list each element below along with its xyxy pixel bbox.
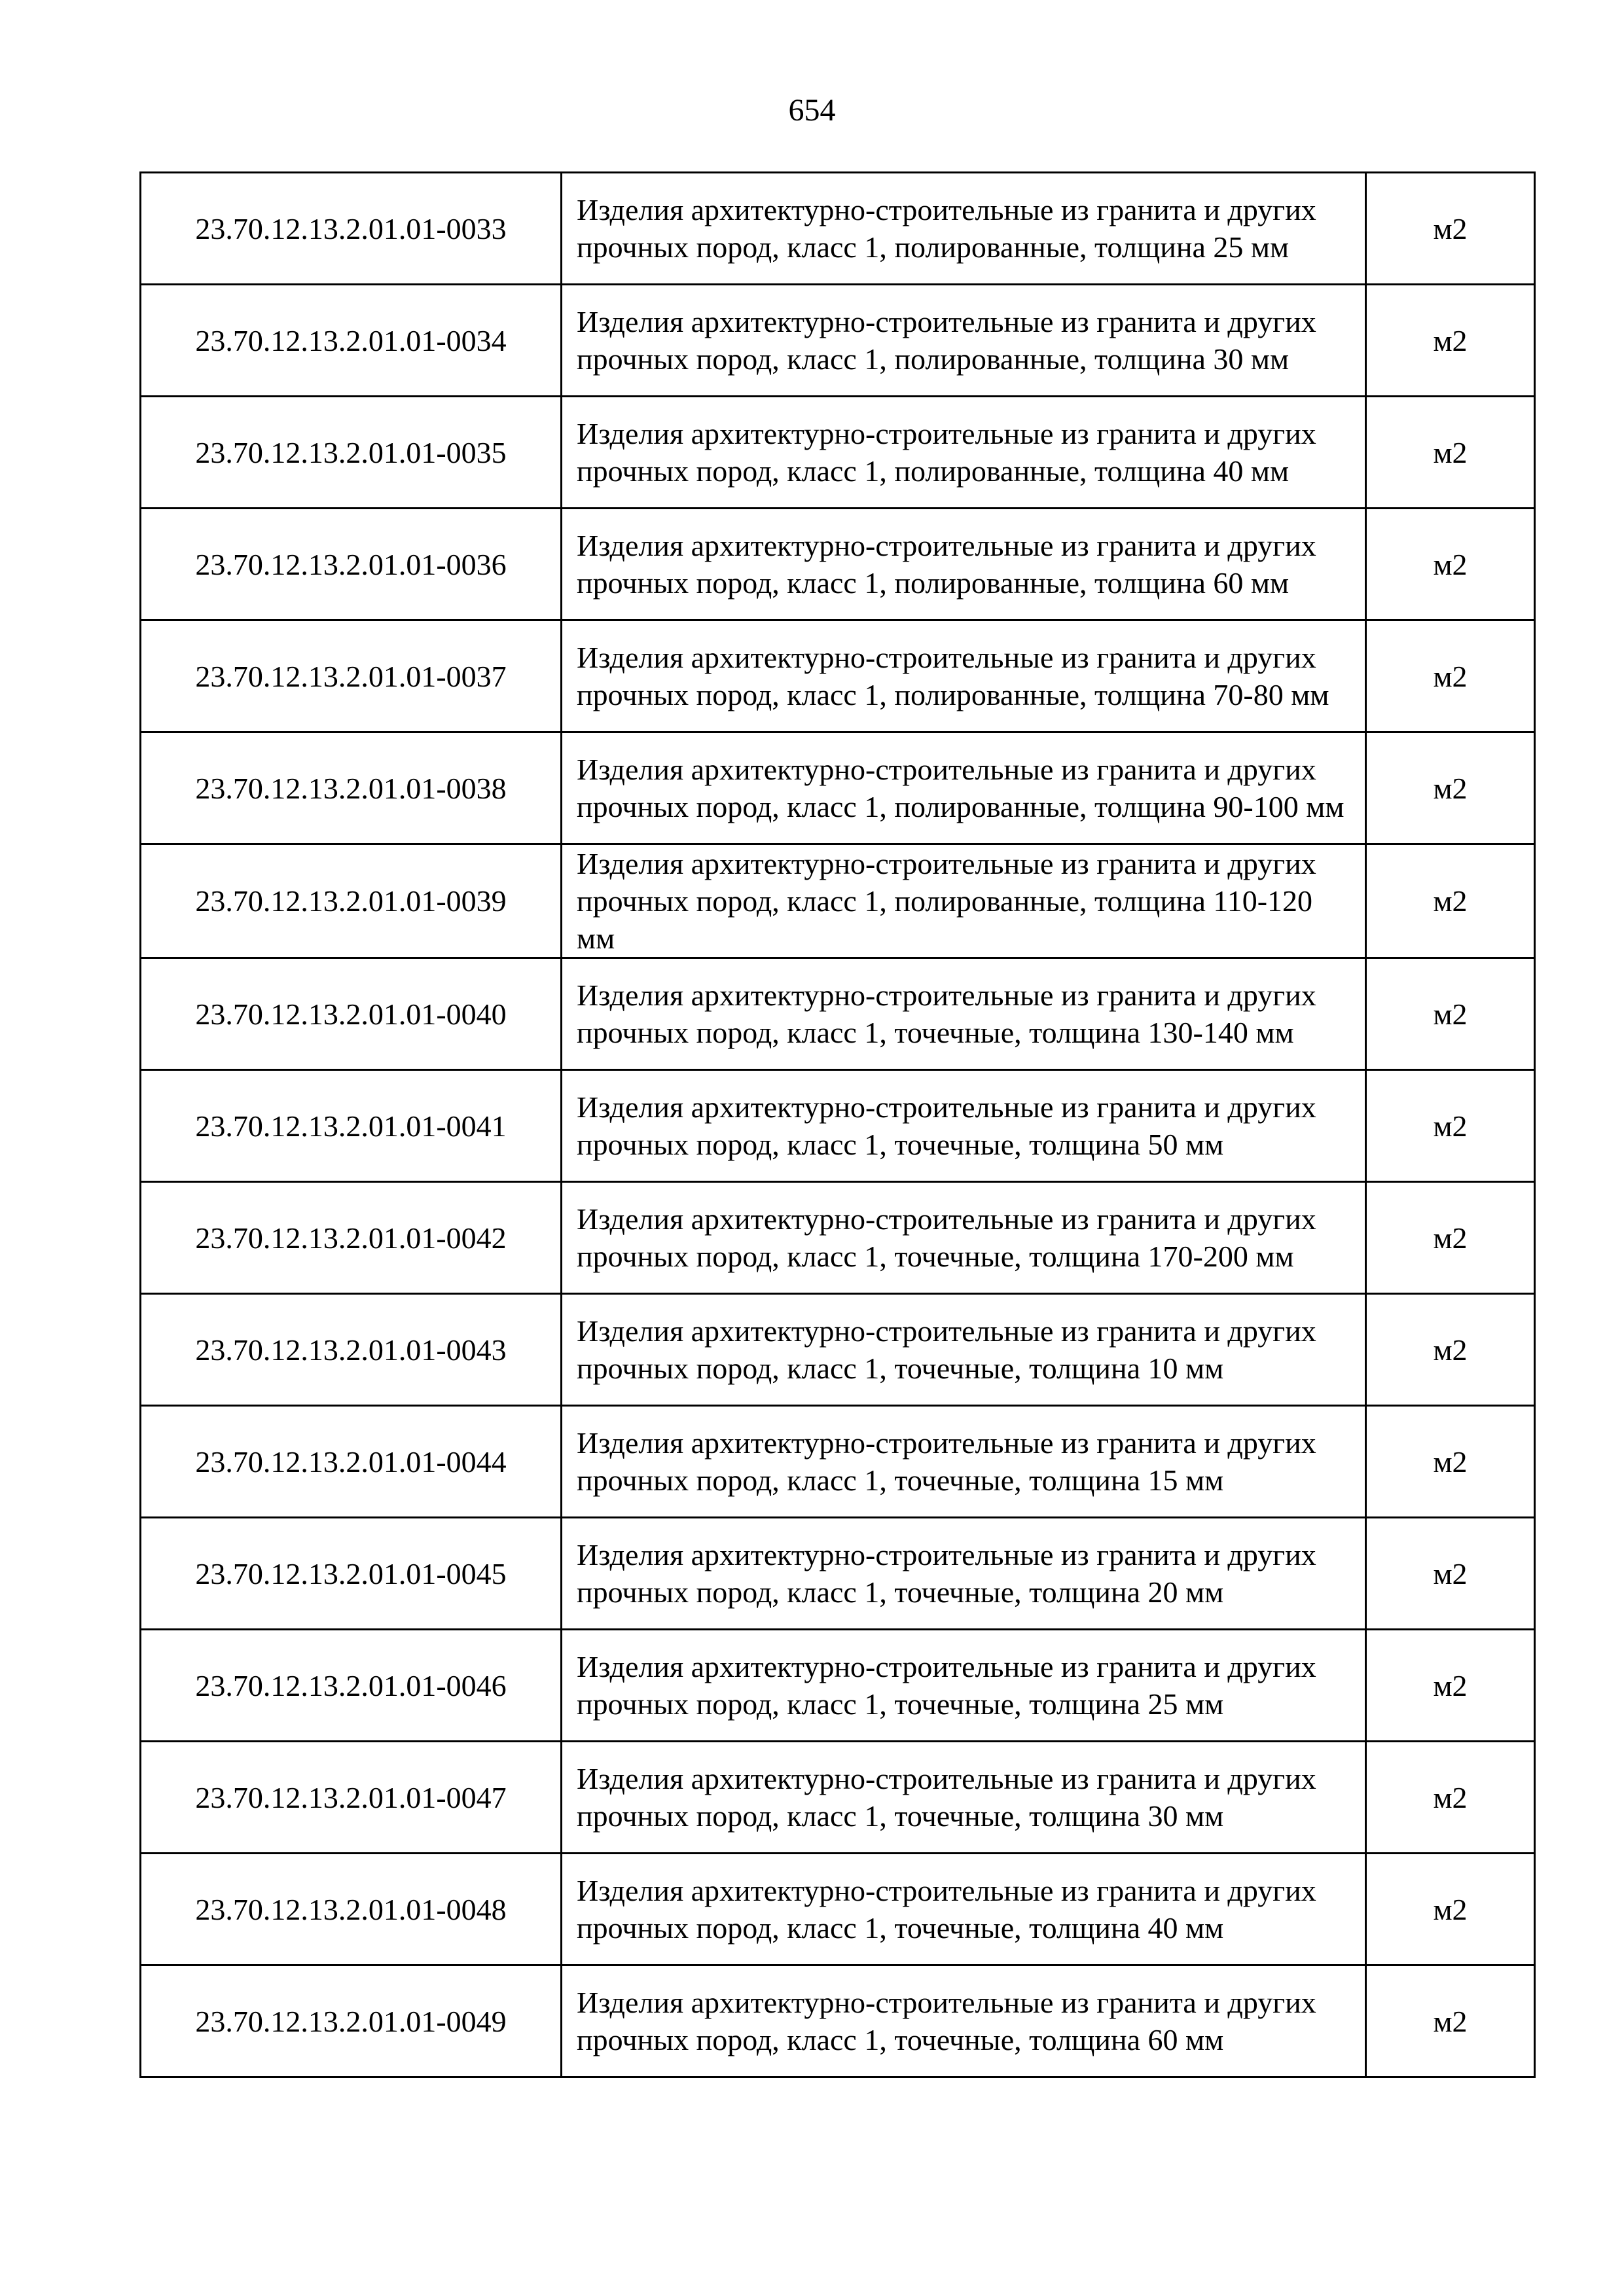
item-description: Изделия архитектурно-строительные из гранита и других прочных пород, класс 1, точечные, толщина 20 мм [562, 1518, 1366, 1630]
item-unit: м2 [1366, 1630, 1535, 1742]
table-row [141, 1294, 1535, 1406]
item-description: Изделия архитектурно-строительные из гранита и других прочных пород, класс 1, полированные, толщина 90-100 мм [562, 732, 1366, 844]
item-code: 23.70.12.13.2.01.01-0047 [141, 1742, 562, 1854]
item-description: Изделия архитектурно-строительные из гранита и других прочных пород, класс 1, точечные, толщина 130-140 мм [562, 958, 1366, 1070]
table-row [141, 844, 1535, 958]
table-row [141, 1182, 1535, 1294]
item-unit: м2 [1366, 1182, 1535, 1294]
table-row [141, 397, 1535, 509]
table-row [141, 285, 1535, 397]
item-unit: м2 [1366, 732, 1535, 844]
item-code: 23.70.12.13.2.01.01-0038 [141, 732, 562, 844]
item-code: 23.70.12.13.2.01.01-0039 [141, 844, 562, 958]
page-number: 654 [788, 93, 836, 128]
item-description: Изделия архитектурно-строительные из гранита и других прочных пород, класс 1, полированные, толщина 70-80 мм [562, 620, 1366, 732]
item-description: Изделия архитектурно-строительные из гранита и других прочных пород, класс 1, полированные, толщина 25 мм [562, 173, 1366, 285]
table-row [141, 509, 1535, 620]
item-description: Изделия архитектурно-строительные из гранита и других прочных пород, класс 1, точечные, толщина 10 мм [562, 1294, 1366, 1406]
item-unit: м2 [1366, 285, 1535, 397]
item-code: 23.70.12.13.2.01.01-0044 [141, 1406, 562, 1518]
item-unit: м2 [1366, 1406, 1535, 1518]
item-unit: м2 [1366, 844, 1535, 958]
item-code: 23.70.12.13.2.01.01-0048 [141, 1854, 562, 1965]
item-unit: м2 [1366, 1518, 1535, 1630]
table-row [141, 1070, 1535, 1182]
catalog-table [139, 171, 1536, 2078]
table-row [141, 173, 1535, 285]
item-unit: м2 [1366, 1965, 1535, 2077]
item-code: 23.70.12.13.2.01.01-0034 [141, 285, 562, 397]
item-description: Изделия архитектурно-строительные из гранита и других прочных пород, класс 1, точечные, толщина 60 мм [562, 1965, 1366, 2077]
item-description: Изделия архитектурно-строительные из гранита и других прочных пород, класс 1, точечные, толщина 50 мм [562, 1070, 1366, 1182]
table-row [141, 1965, 1535, 2077]
item-description: Изделия архитектурно-строительные из гранита и других прочных пород, класс 1, точечные, толщина 25 мм [562, 1630, 1366, 1742]
table-row [141, 732, 1535, 844]
item-description: Изделия архитектурно-строительные из гранита и других прочных пород, класс 1, полированные, толщина 110-120 мм [562, 844, 1366, 958]
table-row [141, 620, 1535, 732]
table-row [141, 1630, 1535, 1742]
table-row [141, 958, 1535, 1070]
item-unit: м2 [1366, 509, 1535, 620]
item-code: 23.70.12.13.2.01.01-0043 [141, 1294, 562, 1406]
item-unit: м2 [1366, 173, 1535, 285]
item-code: 23.70.12.13.2.01.01-0041 [141, 1070, 562, 1182]
item-unit: м2 [1366, 397, 1535, 509]
item-unit: м2 [1366, 1070, 1535, 1182]
item-code: 23.70.12.13.2.01.01-0042 [141, 1182, 562, 1294]
table-row [141, 1518, 1535, 1630]
item-code: 23.70.12.13.2.01.01-0040 [141, 958, 562, 1070]
item-description: Изделия архитектурно-строительные из гранита и других прочных пород, класс 1, точечные, толщина 15 мм [562, 1406, 1366, 1518]
item-description: Изделия архитектурно-строительные из гранита и других прочных пород, класс 1, точечные, толщина 170-200 мм [562, 1182, 1366, 1294]
item-description: Изделия архитектурно-строительные из гранита и других прочных пород, класс 1, полированные, толщина 40 мм [562, 397, 1366, 509]
item-unit: м2 [1366, 1742, 1535, 1854]
item-description: Изделия архитектурно-строительные из гранита и других прочных пород, класс 1, точечные, толщина 40 мм [562, 1854, 1366, 1965]
item-unit: м2 [1366, 1854, 1535, 1965]
item-description: Изделия архитектурно-строительные из гранита и других прочных пород, класс 1, точечные, толщина 30 мм [562, 1742, 1366, 1854]
item-code: 23.70.12.13.2.01.01-0036 [141, 509, 562, 620]
table-row [141, 1854, 1535, 1965]
table-row [141, 1742, 1535, 1854]
item-code: 23.70.12.13.2.01.01-0033 [141, 173, 562, 285]
item-description: Изделия архитектурно-строительные из гранита и других прочных пород, класс 1, полированные, толщина 30 мм [562, 285, 1366, 397]
table-row [141, 1406, 1535, 1518]
item-code: 23.70.12.13.2.01.01-0045 [141, 1518, 562, 1630]
item-unit: м2 [1366, 958, 1535, 1070]
item-unit: м2 [1366, 620, 1535, 732]
item-code: 23.70.12.13.2.01.01-0035 [141, 397, 562, 509]
item-code: 23.70.12.13.2.01.01-0049 [141, 1965, 562, 2077]
item-unit: м2 [1366, 1294, 1535, 1406]
item-description: Изделия архитектурно-строительные из гранита и других прочных пород, класс 1, полированные, толщина 60 мм [562, 509, 1366, 620]
item-code: 23.70.12.13.2.01.01-0037 [141, 620, 562, 732]
item-code: 23.70.12.13.2.01.01-0046 [141, 1630, 562, 1742]
